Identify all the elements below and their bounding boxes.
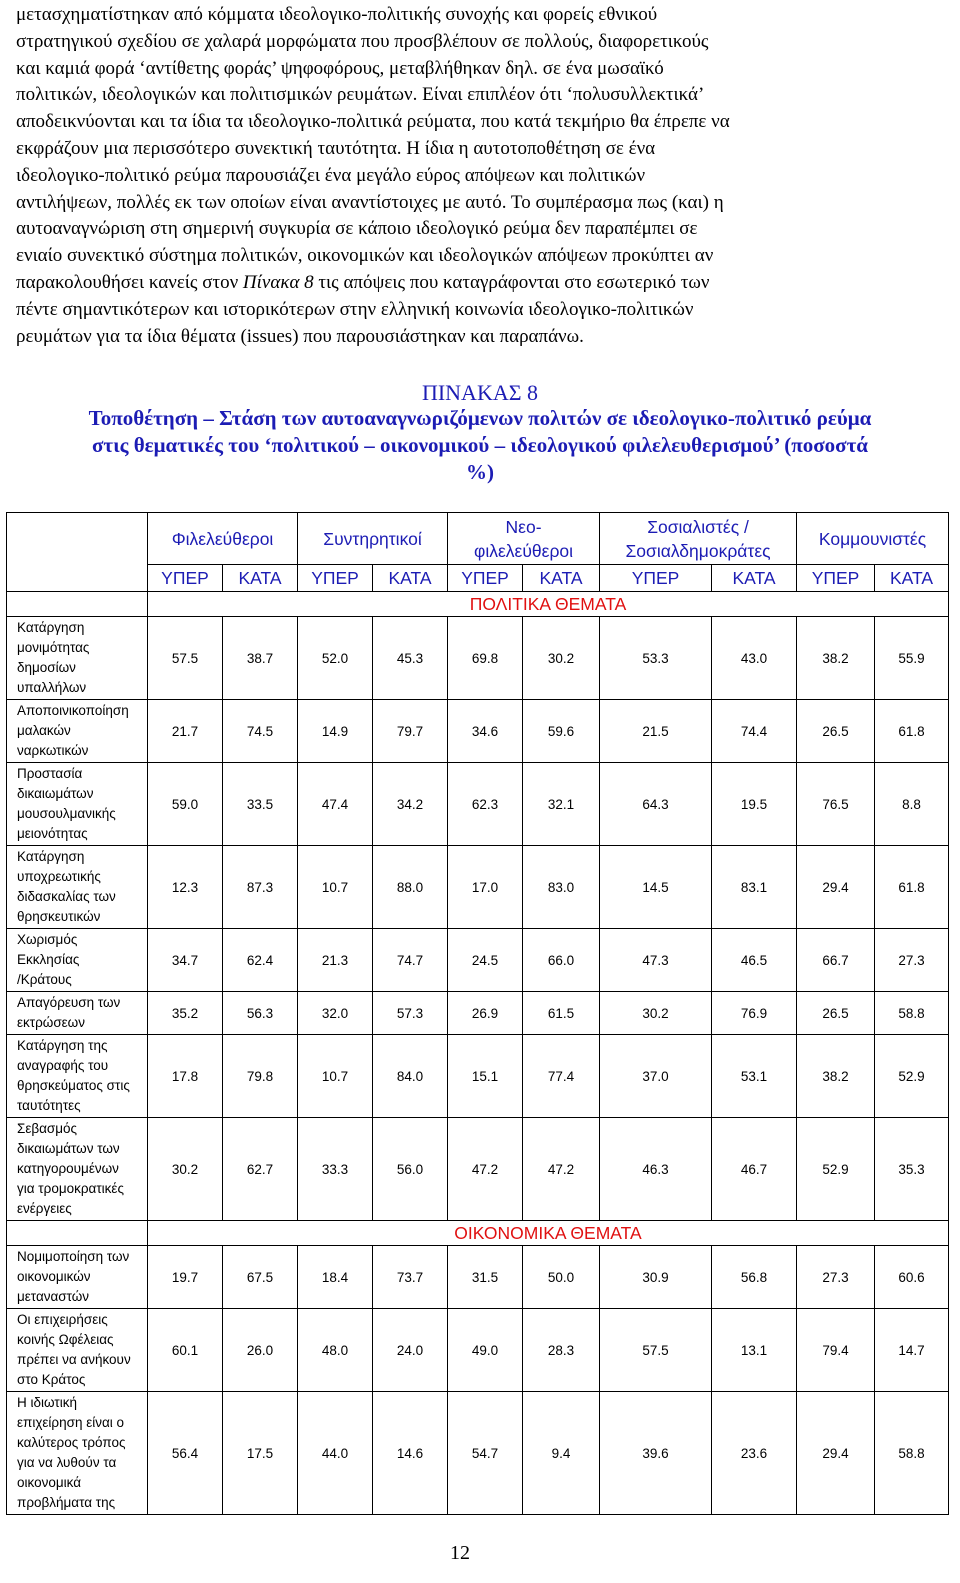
paragraph-line: πέντε σημαντικότερων και ιστορικότερων στην ελληνική κοινωνία ιδεολογικο-πολιτικών bbox=[16, 298, 694, 320]
value-cell: 56.4 bbox=[148, 1392, 223, 1515]
value-cell: 12.3 bbox=[148, 846, 223, 929]
row-label-line: ενέργειες bbox=[17, 1201, 72, 1216]
row-label-line: κοινής Ωφέλειας bbox=[17, 1332, 114, 1347]
row-label-line: επιχείρηση είναι ο bbox=[17, 1415, 125, 1430]
table-row bbox=[7, 992, 949, 1035]
group-header-line: Συντηρητικοί bbox=[323, 528, 422, 549]
value-cell: 76.5 bbox=[797, 763, 875, 846]
value-cell: 56.0 bbox=[373, 1118, 448, 1221]
row-label-line: Κατάργηση bbox=[17, 849, 85, 864]
value-cell: 17.8 bbox=[148, 1035, 223, 1118]
row-label bbox=[7, 1118, 148, 1221]
table-title-line-2: στις θεματικές του ‘πολιτικού – οικονομικού – ιδεολογικού φιλελευθερισμού’ (ποσοστά bbox=[92, 433, 868, 457]
value-cell: 56.3 bbox=[223, 992, 298, 1035]
value-cell: 57.3 bbox=[373, 992, 448, 1035]
value-cell: 58.8 bbox=[875, 992, 949, 1035]
data-table-container bbox=[6, 512, 948, 1515]
value-cell: 26.5 bbox=[797, 992, 875, 1035]
paragraph-text: τις απόψεις που καταγράφονται στο εσωτερικό των bbox=[313, 271, 710, 293]
value-cell: 29.4 bbox=[797, 846, 875, 929]
subheader-cell: ΥΠΕΡ bbox=[298, 565, 373, 592]
value-cell: 46.3 bbox=[600, 1118, 712, 1221]
section-spacer-cell bbox=[7, 1221, 148, 1246]
value-cell: 46.7 bbox=[712, 1118, 797, 1221]
value-cell: 21.7 bbox=[148, 700, 223, 763]
value-cell: 21.5 bbox=[600, 700, 712, 763]
row-label-line: μονιμότητας bbox=[17, 640, 90, 655]
paragraph-line: ιδεολογικο-πολιτικό ρεύμα παρουσιάζει ένα μεγάλο εύρος απόψεων και πολιτικών bbox=[16, 164, 646, 186]
value-cell: 79.7 bbox=[373, 700, 448, 763]
value-cell: 57.5 bbox=[148, 617, 223, 700]
value-cell: 52.9 bbox=[797, 1118, 875, 1221]
value-cell: 35.3 bbox=[875, 1118, 949, 1221]
value-cell: 28.3 bbox=[523, 1309, 600, 1392]
table-reference: Πίνακα 8 bbox=[242, 271, 314, 293]
value-cell: 62.3 bbox=[448, 763, 523, 846]
subheader-row bbox=[7, 565, 949, 592]
group-header bbox=[797, 513, 949, 565]
row-label bbox=[7, 1309, 148, 1392]
row-label-line: εκτρώσεων bbox=[17, 1015, 85, 1030]
paragraph-line: πολιτικών, ιδεολογικών και πολιτισμικών ρευμάτων. Είναι επιπλέον ότι ‘πολυσυλλεκτικά’ bbox=[16, 84, 705, 106]
row-label-line: μειονότητας bbox=[17, 826, 88, 841]
row-label-line: καλύτερος τρόπος bbox=[17, 1435, 126, 1450]
value-cell: 50.0 bbox=[523, 1246, 600, 1309]
value-cell: 47.2 bbox=[448, 1118, 523, 1221]
value-cell: 30.9 bbox=[600, 1246, 712, 1309]
table-title-line-1: Τοποθέτηση – Στάση των αυτοαναγνωριζόμενων πολιτών σε ιδεολογικο-πολιτικό ρεύμα bbox=[88, 406, 872, 430]
section-title: ΟΙΚΟΝΟΜΙΚΑ ΘΕΜΑΤΑ bbox=[148, 1221, 949, 1246]
table-row bbox=[7, 1309, 949, 1392]
value-cell: 66.7 bbox=[797, 929, 875, 992]
value-cell: 60.6 bbox=[875, 1246, 949, 1309]
value-cell: 17.0 bbox=[448, 846, 523, 929]
row-label-line: Αποποινικοποίηση bbox=[17, 703, 129, 718]
value-cell: 26.9 bbox=[448, 992, 523, 1035]
value-cell: 62.7 bbox=[223, 1118, 298, 1221]
value-cell: 38.2 bbox=[797, 617, 875, 700]
paragraph-line bbox=[16, 270, 916, 297]
value-cell: 31.5 bbox=[448, 1246, 523, 1309]
value-cell: 83.0 bbox=[523, 846, 600, 929]
row-label-line: ναρκωτικών bbox=[17, 743, 89, 758]
value-cell: 48.0 bbox=[298, 1309, 373, 1392]
value-cell: 58.8 bbox=[875, 1392, 949, 1515]
value-cell: 76.9 bbox=[712, 992, 797, 1035]
row-label bbox=[7, 929, 148, 992]
subheader-cell: ΚΑΤΑ bbox=[373, 565, 448, 592]
row-label-line: για τρομοκρατικές bbox=[17, 1181, 124, 1196]
row-label-line: οικονομικών bbox=[17, 1269, 91, 1284]
row-label bbox=[7, 846, 148, 929]
value-cell: 17.5 bbox=[223, 1392, 298, 1515]
value-cell: 49.0 bbox=[448, 1309, 523, 1392]
row-label bbox=[7, 1392, 148, 1515]
group-header bbox=[600, 513, 797, 565]
row-label bbox=[7, 1035, 148, 1118]
group-header-line: Νεο- bbox=[505, 516, 542, 537]
value-cell: 79.8 bbox=[223, 1035, 298, 1118]
value-cell: 47.2 bbox=[523, 1118, 600, 1221]
paragraph-line: αντιλήψεων, πολλές εκ των οποίων είναι αναντίστοιχες με αυτό. Το συμπέρασμα πως (και) η bbox=[16, 191, 724, 213]
paragraph-line: αυτοαναγνώριση στη σημερινή συγκυρία σε κάποιο ιδεολογικό ρεύμα δεν παραπέμπει σε bbox=[16, 218, 698, 240]
table-row bbox=[7, 700, 949, 763]
row-label-line: Προστασία bbox=[17, 766, 83, 781]
value-cell: 87.3 bbox=[223, 846, 298, 929]
value-cell: 14.5 bbox=[600, 846, 712, 929]
value-cell: 60.1 bbox=[148, 1309, 223, 1392]
table-title-line-3: %) bbox=[466, 460, 494, 484]
table-row bbox=[7, 1035, 949, 1118]
row-label-line: μαλακών bbox=[17, 723, 71, 738]
value-cell: 61.8 bbox=[875, 700, 949, 763]
value-cell: 47.4 bbox=[298, 763, 373, 846]
body-paragraph bbox=[16, 2, 916, 350]
row-label-line: για να λυθούν τα bbox=[17, 1455, 117, 1470]
value-cell: 61.8 bbox=[875, 846, 949, 929]
row-label-line: διδασκαλίας των bbox=[17, 889, 116, 904]
value-cell: 53.3 bbox=[600, 617, 712, 700]
value-cell: 27.3 bbox=[797, 1246, 875, 1309]
value-cell: 53.1 bbox=[712, 1035, 797, 1118]
section-row bbox=[7, 592, 949, 617]
value-cell: 30.2 bbox=[148, 1118, 223, 1221]
row-label bbox=[7, 992, 148, 1035]
row-label-line: κατηγορουμένων bbox=[17, 1161, 119, 1176]
value-cell: 45.3 bbox=[373, 617, 448, 700]
value-cell: 74.7 bbox=[373, 929, 448, 992]
row-label-line: Απαγόρευση των bbox=[17, 995, 121, 1010]
group-header-line: Φιλελεύθεροι bbox=[171, 528, 274, 549]
row-label-line: θρησκευτικών bbox=[17, 909, 101, 924]
row-label-line: Χωρισμός bbox=[17, 932, 78, 947]
value-cell: 10.7 bbox=[298, 1035, 373, 1118]
row-label-line: Σεβασμός bbox=[17, 1121, 78, 1136]
row-label-line: στο Κράτος bbox=[17, 1372, 86, 1387]
value-cell: 29.4 bbox=[797, 1392, 875, 1515]
corner-cell bbox=[7, 513, 148, 592]
value-cell: 14.9 bbox=[298, 700, 373, 763]
row-label-line: Κατάργηση της bbox=[17, 1038, 108, 1053]
row-label bbox=[7, 617, 148, 700]
value-cell: 13.1 bbox=[712, 1309, 797, 1392]
value-cell: 24.5 bbox=[448, 929, 523, 992]
value-cell: 74.5 bbox=[223, 700, 298, 763]
paragraph-line: εκφράζουν μια περισσότερο συνεκτική ταυτότητα. Η ίδια η αυτοτοποθέτηση σε ένα bbox=[16, 137, 656, 159]
value-cell: 34.6 bbox=[448, 700, 523, 763]
page-number: 12 bbox=[450, 1542, 470, 1564]
row-label-line: Εκκλησίας bbox=[17, 952, 80, 967]
table-row bbox=[7, 1118, 949, 1221]
paragraph-text: παρακολουθήσει κανείς στον bbox=[16, 271, 243, 293]
row-label bbox=[7, 700, 148, 763]
group-header bbox=[448, 513, 600, 565]
paragraph-line: ενιαίο συνεκτικό σύστημα πολιτικών, οικονομικών και ιδεολογικών απόψεων προκύπτει αν bbox=[16, 245, 714, 267]
table-row bbox=[7, 763, 949, 846]
value-cell: 88.0 bbox=[373, 846, 448, 929]
subheader-cell: ΥΠΕΡ bbox=[148, 565, 223, 592]
subheader-cell: ΥΠΕΡ bbox=[600, 565, 712, 592]
group-header bbox=[148, 513, 298, 565]
value-cell: 61.5 bbox=[523, 992, 600, 1035]
group-header-line: Σοσιαλιστές / bbox=[647, 516, 749, 537]
value-cell: 15.1 bbox=[448, 1035, 523, 1118]
paragraph-line: ρευμάτων για τα ίδια θέματα (issues) που παρουσιάστηκαν και παραπάνω. bbox=[16, 325, 584, 347]
value-cell: 21.3 bbox=[298, 929, 373, 992]
value-cell: 44.0 bbox=[298, 1392, 373, 1515]
value-cell: 38.2 bbox=[797, 1035, 875, 1118]
row-label bbox=[7, 1246, 148, 1309]
subheader-cell: ΥΠΕΡ bbox=[448, 565, 523, 592]
value-cell: 35.2 bbox=[148, 992, 223, 1035]
value-cell: 27.3 bbox=[875, 929, 949, 992]
value-cell: 26.0 bbox=[223, 1309, 298, 1392]
value-cell: 37.0 bbox=[600, 1035, 712, 1118]
value-cell: 26.5 bbox=[797, 700, 875, 763]
value-cell: 52.9 bbox=[875, 1035, 949, 1118]
row-label-line: θρησκεύματος στις bbox=[17, 1078, 130, 1093]
value-cell: 43.0 bbox=[712, 617, 797, 700]
group-header-line: φιλελεύθεροι bbox=[474, 540, 574, 561]
row-label-line: υπαλλήλων bbox=[17, 680, 87, 695]
value-cell: 14.7 bbox=[875, 1309, 949, 1392]
value-cell: 64.3 bbox=[600, 763, 712, 846]
value-cell: 66.0 bbox=[523, 929, 600, 992]
row-label-line: δικαιωμάτων bbox=[17, 786, 94, 801]
value-cell: 62.4 bbox=[223, 929, 298, 992]
subheader-cell: ΚΑΤΑ bbox=[712, 565, 797, 592]
table-label: ΠΙΝΑΚΑΣ 8 bbox=[421, 380, 539, 405]
row-label-line: Η ιδιωτική bbox=[17, 1395, 77, 1410]
value-cell: 18.4 bbox=[298, 1246, 373, 1309]
value-cell: 54.7 bbox=[448, 1392, 523, 1515]
value-cell: 32.1 bbox=[523, 763, 600, 846]
value-cell: 33.5 bbox=[223, 763, 298, 846]
value-cell: 55.9 bbox=[875, 617, 949, 700]
table-row bbox=[7, 846, 949, 929]
value-cell: 32.0 bbox=[298, 992, 373, 1035]
subheader-cell: ΚΑΤΑ bbox=[523, 565, 600, 592]
value-cell: 38.7 bbox=[223, 617, 298, 700]
row-label-line: Νομιμοποίηση των bbox=[17, 1249, 130, 1264]
value-cell: 69.8 bbox=[448, 617, 523, 700]
subheader-cell: ΚΑΤΑ bbox=[223, 565, 298, 592]
row-label-line: Κατάργηση bbox=[17, 620, 85, 635]
value-cell: 39.6 bbox=[600, 1392, 712, 1515]
value-cell: 56.8 bbox=[712, 1246, 797, 1309]
row-label-line: οικονομικά bbox=[17, 1475, 82, 1490]
value-cell: 52.0 bbox=[298, 617, 373, 700]
paragraph-line: αποδεικνύονται και τα ίδια τα ιδεολογικο-πολιτικά ρεύματα, που κατά τεκμήριο θα έπρεπε να bbox=[16, 111, 730, 133]
value-cell: 9.4 bbox=[523, 1392, 600, 1515]
section-title: ΠΟΛΙΤΙΚΑ ΘΕΜΑΤΑ bbox=[148, 592, 949, 617]
value-cell: 23.6 bbox=[712, 1392, 797, 1515]
group-header-line: Σοσιαλδημοκράτες bbox=[625, 540, 771, 561]
value-cell: 30.2 bbox=[600, 992, 712, 1035]
value-cell: 10.7 bbox=[298, 846, 373, 929]
value-cell: 30.2 bbox=[523, 617, 600, 700]
value-cell: 79.4 bbox=[797, 1309, 875, 1392]
paragraph-line: και καμιά φορά ‘αντίθετης φοράς’ ψηφοφόρους, μεταβλήθηκαν δηλ. σε ένα μωσαϊκό bbox=[16, 57, 664, 79]
group-header-line: Κομμουνιστές bbox=[818, 528, 927, 549]
group-header bbox=[298, 513, 448, 565]
value-cell: 77.4 bbox=[523, 1035, 600, 1118]
row-label-line: μουσουλμανικής bbox=[17, 806, 116, 821]
value-cell: 67.5 bbox=[223, 1246, 298, 1309]
value-cell: 46.5 bbox=[712, 929, 797, 992]
subheader-cell: ΚΑΤΑ bbox=[875, 565, 949, 592]
value-cell: 47.3 bbox=[600, 929, 712, 992]
value-cell: 34.7 bbox=[148, 929, 223, 992]
value-cell: 14.6 bbox=[373, 1392, 448, 1515]
row-label-line: προβλήματα της bbox=[17, 1495, 116, 1510]
value-cell: 83.1 bbox=[712, 846, 797, 929]
value-cell: 19.7 bbox=[148, 1246, 223, 1309]
value-cell: 33.3 bbox=[298, 1118, 373, 1221]
value-cell: 59.0 bbox=[148, 763, 223, 846]
row-label-line: μεταναστών bbox=[17, 1289, 90, 1304]
value-cell: 24.0 bbox=[373, 1309, 448, 1392]
subheader-cell: ΥΠΕΡ bbox=[797, 565, 875, 592]
value-cell: 74.4 bbox=[712, 700, 797, 763]
row-label-line: αναγραφής του bbox=[17, 1058, 109, 1073]
value-cell: 73.7 bbox=[373, 1246, 448, 1309]
table-row bbox=[7, 1392, 949, 1515]
table-row bbox=[7, 929, 949, 992]
value-cell: 34.2 bbox=[373, 763, 448, 846]
value-cell: 84.0 bbox=[373, 1035, 448, 1118]
row-label-line: Οι επιχειρήσεις bbox=[17, 1312, 108, 1327]
header-row bbox=[7, 513, 949, 565]
row-label-line: πρέπει να ανήκουν bbox=[17, 1352, 131, 1367]
row-label bbox=[7, 763, 148, 846]
section-row bbox=[7, 1221, 949, 1246]
table-row bbox=[7, 617, 949, 700]
row-label-line: ταυτότητες bbox=[17, 1098, 81, 1113]
row-label-line: δημοσίων bbox=[17, 660, 76, 675]
paragraph-line: στρατηγικού σχεδίου σε χαλαρά μορφώματα που προσβλέπουν σε πολλούς, διαφορετικούς bbox=[16, 30, 709, 52]
value-cell: 57.5 bbox=[600, 1309, 712, 1392]
row-label-line: /Κράτους bbox=[17, 972, 72, 987]
section-spacer-cell bbox=[7, 592, 148, 617]
table-row bbox=[7, 1246, 949, 1309]
value-cell: 8.8 bbox=[875, 763, 949, 846]
value-cell: 19.5 bbox=[712, 763, 797, 846]
paragraph-line: μετασχηματίστηκαν από κόμματα ιδεολογικο-πολιτικής συνοχής και φορείς εθνικού bbox=[16, 4, 658, 25]
row-label-line: υποχρεωτικής bbox=[17, 869, 101, 884]
value-cell: 59.6 bbox=[523, 700, 600, 763]
row-label-line: δικαιωμάτων των bbox=[17, 1141, 120, 1156]
data-table bbox=[6, 512, 949, 1515]
